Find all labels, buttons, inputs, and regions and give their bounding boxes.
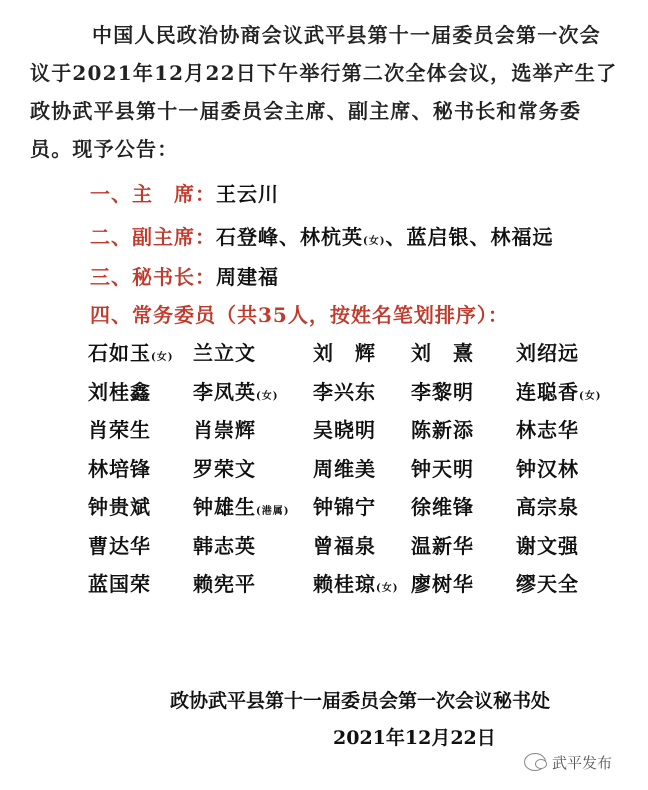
member-name-text: 周维美 [313, 456, 376, 481]
member-name-text: 高宗泉 [516, 495, 579, 519]
member-name [313, 568, 398, 597]
watermark-text: 武平发布 [552, 753, 613, 772]
member-name-text: 钟雄生 [193, 495, 256, 519]
member-name-text: 缪天全 [516, 572, 579, 596]
member-name-text: 肖荣生 [88, 418, 151, 442]
member-name [516, 568, 579, 597]
member-name [411, 453, 474, 482]
member-name [193, 337, 256, 366]
member-name-text: 李黎明 [411, 379, 474, 404]
signature-date: 2021年12月22日 [333, 727, 496, 749]
member-name [516, 530, 579, 559]
member-name [313, 337, 376, 366]
vice-label: 二、副主席： [90, 225, 216, 249]
member-name-text: 钟锦宁 [313, 495, 376, 519]
member-name-text: 钟天明 [411, 456, 474, 481]
member-name [313, 530, 376, 559]
member-name-text: 曹达华 [88, 533, 151, 558]
member-name-text: 钟汉林 [516, 456, 579, 481]
member-name [411, 491, 474, 520]
member-name-text: 刘桂鑫 [88, 379, 151, 404]
member-name-text: 肖崇辉 [193, 418, 256, 442]
vice-names-2: 、蓝启银、林福远 [385, 225, 554, 249]
member-name-text: 林培锋 [88, 456, 151, 481]
member-name-text: 刘绍远 [516, 341, 579, 365]
member-name-text: 蓝国荣 [88, 572, 151, 596]
chair-name: 王云川 [216, 182, 279, 206]
member-name-text: 徐维锋 [411, 495, 474, 519]
member-name-text: 李凤英 [193, 379, 256, 404]
secretary-name: 周建福 [216, 265, 279, 289]
member-name [193, 491, 289, 520]
member-name-text: 石如玉 [88, 341, 151, 365]
member-note: (女) [151, 352, 174, 363]
member-name [516, 376, 601, 405]
member-name [193, 376, 278, 405]
member-name [411, 376, 474, 405]
member-name-text: 罗荣文 [193, 456, 256, 481]
member-name [411, 568, 474, 597]
member-name [88, 530, 151, 559]
member-name-text: 曾福泉 [313, 533, 376, 558]
member-note: (女) [376, 583, 399, 594]
member-name [411, 414, 474, 443]
vice-line [90, 221, 553, 250]
member-name-text: 韩志英 [193, 533, 256, 558]
member-name [88, 453, 151, 482]
member-name-text: 谢文强 [516, 533, 579, 558]
member-name-text: 吴晓明 [313, 418, 376, 442]
member-name-text: 陈新添 [411, 418, 474, 442]
member-name [516, 491, 579, 520]
member-name [313, 491, 376, 520]
member-name-text: 温新华 [411, 533, 474, 558]
vice-note-female: (女) [363, 236, 386, 247]
member-name-text: 连聪香 [516, 379, 579, 404]
member-name-text: 钟贵斌 [88, 495, 151, 519]
member-name-text: 刘 辉 [313, 341, 376, 365]
standing-heading: 四、常务委员（共35人，按姓名笔划排序）： [90, 303, 509, 327]
member-name-text: 赖桂琼 [313, 572, 376, 596]
member-name-text: 李兴东 [313, 379, 376, 404]
member-name [88, 414, 151, 443]
member-name-text: 廖树华 [411, 572, 474, 596]
watermark [524, 749, 636, 775]
secretary-line [90, 261, 279, 290]
member-name [88, 491, 151, 520]
chair-line [90, 178, 279, 207]
member-name [88, 568, 151, 597]
member-name [193, 568, 256, 597]
chair-label: 一、主 席： [90, 182, 216, 206]
member-note: (港属) [256, 506, 290, 517]
member-name [516, 453, 579, 482]
member-name-text: 林志华 [516, 418, 579, 442]
member-name [313, 414, 376, 443]
member-name [193, 530, 256, 559]
member-name-text: 刘 熹 [411, 341, 474, 365]
secretary-label: 三、秘书长： [90, 265, 216, 289]
signature-org: 政协武平县第十一届委员会第一次会议秘书处 [170, 690, 551, 712]
member-note: (女) [256, 390, 279, 402]
member-name-text: 兰立文 [193, 341, 256, 365]
member-name-text: 赖宪平 [193, 572, 256, 596]
member-note: (女) [579, 390, 602, 402]
intro-paragraph: 中国人民政治协商会议武平县第十一届委员会第一次会议于2021年12月22日下午举行第二次全体会议，选举产生了政协武平县第十一届委员会主席、副主席、秘书长和常务委员。现予公告： [30, 23, 618, 161]
vice-names-1: 石登峰、林杭英 [216, 225, 363, 249]
member-name [516, 414, 579, 443]
member-name [411, 337, 474, 366]
member-name [193, 453, 256, 482]
member-name [516, 337, 579, 366]
member-name [313, 376, 376, 405]
member-name [88, 337, 173, 366]
wechat-icon [524, 753, 546, 771]
member-name [88, 376, 151, 405]
member-name [193, 414, 256, 443]
member-name [313, 453, 376, 482]
member-name [411, 530, 474, 559]
